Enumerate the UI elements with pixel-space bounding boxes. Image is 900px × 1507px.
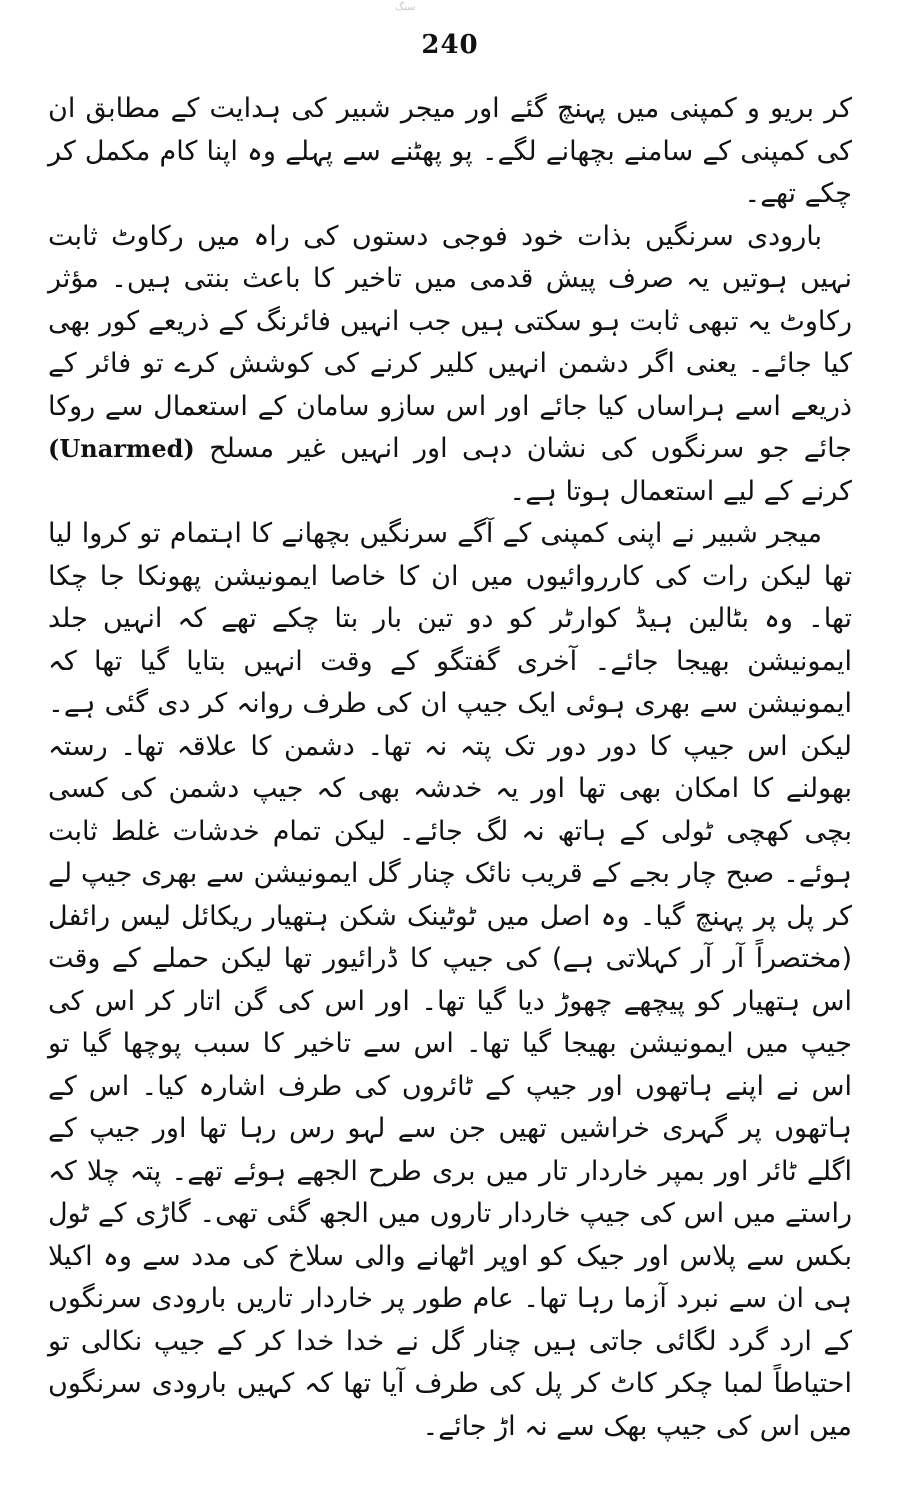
page-number: 240 (421, 30, 479, 60)
paragraph-3 (48, 513, 852, 1448)
paragraph-2-text-after: کرنے کے لیے استعمال ہوتا ہے۔ (509, 475, 852, 507)
paragraph-1-text: کر بریو و کمپنی میں پہنچ گئے اور میجر شبیر کی ہدایت کے مطابق ان کی کمپنی کے سامنے بچھانے لگے۔ پو پھٹنے سے پہلے وہ اپنا کام مکمل کر چکے تھے۔ (48, 93, 852, 209)
paragraph-2-text-before: بارودی سرنگیں بذات خود فوجی دستوں کی راہ میں رکاوٹ ثابت نہیں ہوتیں یہ صرف پیش قدمی میں تاخیر کا باعث بنتی ہیں۔ مؤثر رکاوٹ یہ تبھی ثابت ہو سکتی ہیں جب انہیں فائرنگ کے ذریعے کور بھی کیا جائے۔ یعنی اگر دشمن انہیں کلیر کرنے کی کوشش کرے تو فائر کے ذریعے اسے ہراساں کیا جائے اور اس سازو سامان کے استعمال سے روکا جائے جو سرنگوں کی نشان دہی اور انہیں غیر مسلح (48, 220, 852, 464)
paragraph-2-latin-term: (Unarmed) (48, 434, 195, 463)
paragraph-1 (48, 88, 852, 216)
faint-stamp: سنگ (395, 2, 416, 13)
paragraph-2 (48, 216, 852, 514)
page-body (48, 88, 852, 1448)
paragraph-3-text: میجر شبیر نے اپنی کمپنی کے آگے سرنگیں بچھانے کا اہتمام تو کروا لیا تھا لیکن رات کی کارروائیوں میں ان کا خاصا ایمونیشن پھونکا جا چکا تھا۔ وہ بٹالین ہیڈ کوارٹر کو دو تین بار بتا چکے تھے کہ انہیں جلد ایمونیشن بھیجا جائے۔ آخری گفتگو کے وقت انہیں بتایا گیا تھا کہ ایمونیشن سے بھری ہوئی ایک جیپ ان کی طرف روانہ کر دی گئی ہے۔ لیکن اس جیپ کا دور دور تک پتہ نہ تھا۔ دشمن کا علاقہ تھا۔ رستہ بھولنے کا امکان بھی تھا اور یہ خدشہ بھی کہ جیپ دشمن کی کسی بچی کھچی ٹولی کے ہاتھ نہ لگ جائے۔ لیکن تمام خدشات غلط ثابت ہوئے۔ صبح چار بجے کے قریب نائک چنار گل ایمونیشن سے بھری جیپ لے کر پل پر پہنچ گیا۔ وہ اصل میں ٹوٹینک شکن ہتھیار ریکائل لیس رائفل (مختصراً آر آر کہلاتی ہے) کی جیپ کا ڈرائیور تھا لیکن حملے کے وقت اس ہتھیار کو پیچھے چھوڑ دیا گیا تھا۔ اور اس کی گن اتار کر اس کی جیپ میں ایمونیشن بھیجا گیا تھا۔ اس سے تاخیر کا سبب پوچھا گیا تو اس نے اپنے ہاتھوں اور جیپ کے ٹائروں کی طرف اشارہ کیا۔ اس کے ہاتھوں پر گہری خراشیں تھیں جن سے لہو رس رہا تھا اور جیپ کے اگلے ٹائر اور بمپر خاردار تار میں بری طرح الجھے ہوئے تھے۔ پتہ چلا کہ راستے میں اس کی جیپ خاردار تاروں میں الجھ گئی تھی۔ گاڑی کے ٹول بکس سے پلاس اور جیک کو اوپر اٹھانے والی سلاخ کی مدد سے وہ اکیلا ہی ان سے نبرد آزما رہا تھا۔ عام طور پر خاردار تاریں بارودی سرنگوں کے ارد گرد لگائی جاتی ہیں چنار گل نے خدا خدا کر کے جیپ نکالی تو احتیاطاً لمبا چکر کاٹ کر پل کی طرف آیا تھا کہ کہیں بارودی سرنگوں میں اس کی جیپ بھک سے نہ اڑ جائے۔ (48, 518, 852, 1442)
